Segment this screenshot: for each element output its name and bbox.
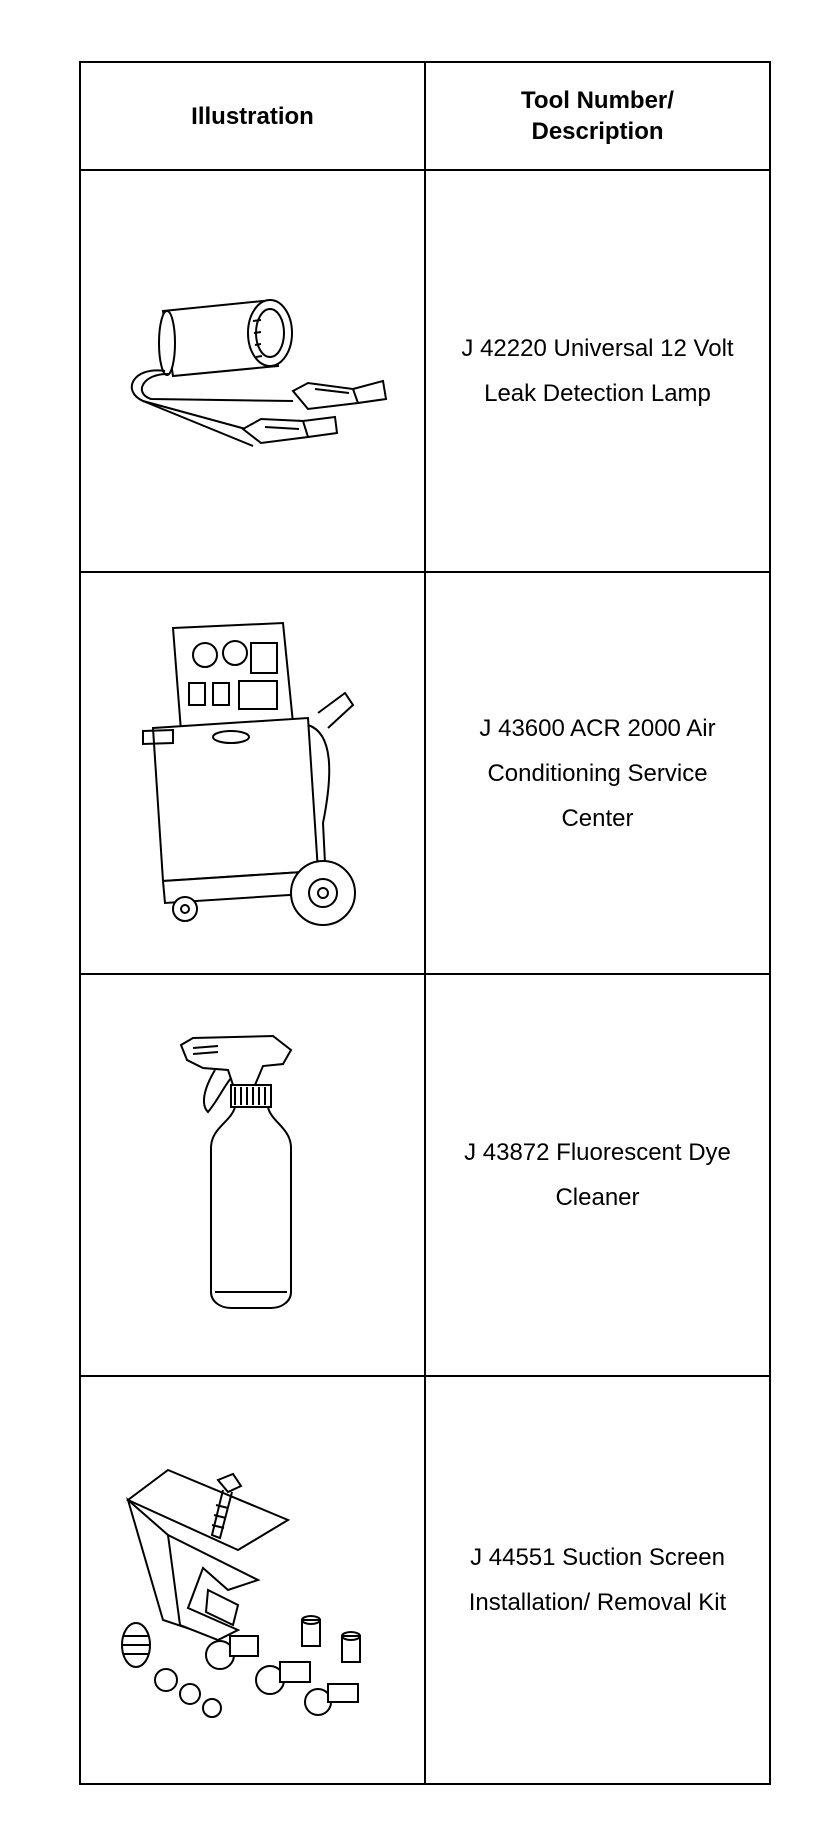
tool-description: J 43872 Fluorescent Dye Cleaner bbox=[464, 1139, 731, 1211]
tool-description: J 42220 Universal 12 Volt Leak Detection Lamp bbox=[461, 335, 734, 407]
illustration-cell bbox=[80, 572, 425, 974]
table-row bbox=[80, 170, 770, 572]
tool-description: J 43600 ACR 2000 Air Conditioning Service Center bbox=[479, 714, 716, 832]
tool-number-header-label: Tool Number/ bbox=[521, 87, 674, 114]
table-header-row bbox=[80, 62, 770, 170]
illustration-cell bbox=[80, 170, 425, 572]
description-cell bbox=[425, 170, 770, 572]
description-cell bbox=[425, 572, 770, 974]
description-header-label: Description bbox=[531, 118, 664, 145]
table-row bbox=[80, 974, 770, 1376]
description-cell bbox=[425, 974, 770, 1376]
description-cell bbox=[425, 1376, 770, 1784]
special-tools-table bbox=[79, 61, 771, 1785]
spray-bottle-icon bbox=[173, 1030, 333, 1320]
leak-detection-lamp-icon bbox=[103, 271, 403, 471]
illustration-header-label: Illustration bbox=[191, 102, 314, 130]
illustration-cell bbox=[80, 1376, 425, 1784]
tool-description: J 44551 Suction Screen Installation/ Removal Kit bbox=[468, 1544, 727, 1616]
table-row bbox=[80, 572, 770, 974]
suction-screen-kit-icon bbox=[108, 1440, 398, 1720]
table-row bbox=[80, 1376, 770, 1784]
illustration-column-header bbox=[80, 62, 425, 170]
ac-service-center-icon bbox=[133, 613, 373, 933]
illustration-cell bbox=[80, 974, 425, 1376]
tool-description-column-header bbox=[425, 62, 770, 170]
